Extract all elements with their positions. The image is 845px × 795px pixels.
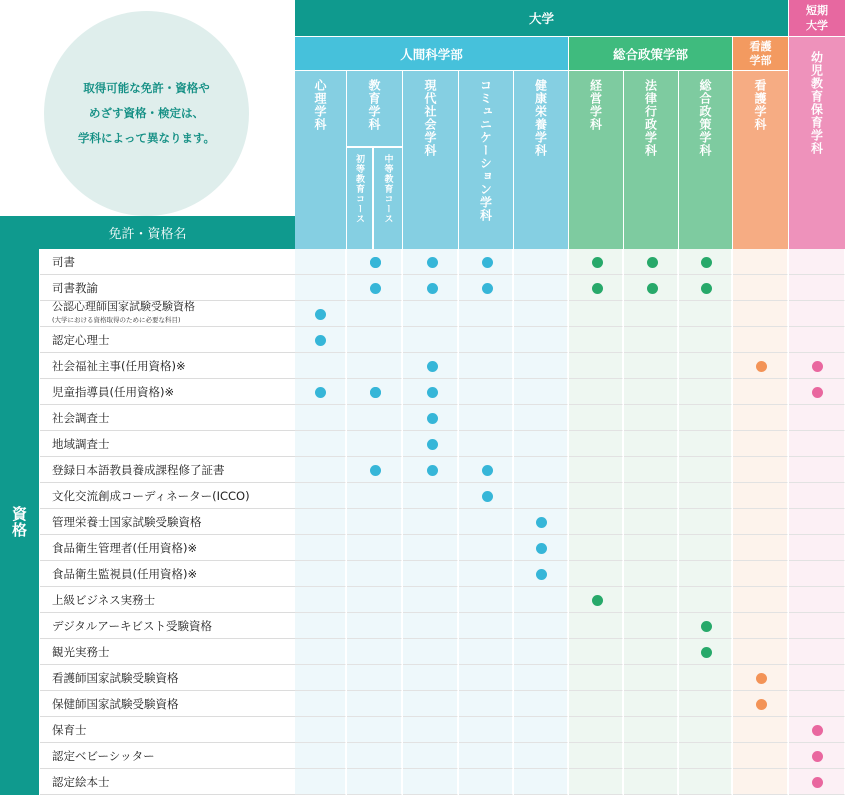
table-cell	[459, 691, 513, 717]
table-cell	[679, 353, 732, 379]
table-cell	[733, 587, 788, 613]
column-label-education: 教育学科	[367, 79, 381, 131]
table-row-label	[40, 483, 295, 509]
license-name: 登録日本語教員養成課程修了証書	[52, 462, 225, 477]
table-cell	[347, 535, 402, 561]
table-cell	[514, 717, 568, 743]
faculty-policy-header	[569, 37, 732, 70]
license-name: 観光実務士	[52, 644, 110, 659]
availability-dot	[536, 569, 547, 580]
table-cell	[679, 483, 732, 509]
table-cell	[679, 405, 732, 431]
availability-dot	[482, 283, 493, 294]
table-row-label	[40, 353, 295, 379]
availability-dot	[812, 361, 823, 372]
availability-dot	[812, 387, 823, 398]
table-cell	[347, 509, 402, 535]
table-cell	[347, 691, 402, 717]
column-header-psychology	[295, 71, 346, 249]
license-name: 公認心理師国家試験受験資格	[52, 300, 195, 313]
table-cell	[679, 457, 732, 483]
table-cell	[347, 405, 402, 431]
availability-dot	[370, 283, 381, 294]
availability-dot	[482, 491, 493, 502]
table-cell	[347, 431, 402, 457]
column-header-management	[569, 71, 623, 249]
intro-line-1: 取得可能な免許・資格や	[83, 81, 210, 95]
table-cell	[789, 249, 845, 275]
availability-dot	[592, 257, 603, 268]
table-cell	[295, 561, 346, 587]
table-cell	[514, 639, 568, 665]
table-cell	[624, 405, 678, 431]
table-cell	[789, 301, 845, 327]
table-cell	[624, 431, 678, 457]
table-cell	[514, 301, 568, 327]
table-cell	[624, 613, 678, 639]
table-row-label	[40, 457, 295, 483]
availability-dot	[647, 283, 658, 294]
faculty-nursing-label: 看護学部	[749, 39, 772, 67]
column-label-health-nutrition: 健康栄養学科	[533, 79, 548, 157]
table-cell	[295, 405, 346, 431]
table-cell	[295, 691, 346, 717]
table-cell	[347, 327, 402, 353]
subcolumn-label-secondary: 中等教育コース	[382, 154, 393, 224]
table-cell	[789, 405, 845, 431]
table-cell	[459, 561, 513, 587]
license-name: 管理栄養士国家試験受験資格	[52, 514, 202, 529]
table-cell	[569, 509, 623, 535]
table-cell	[624, 665, 678, 691]
table-cell	[459, 301, 513, 327]
table-row-label	[40, 379, 295, 405]
table-cell	[514, 327, 568, 353]
table-cell	[569, 717, 623, 743]
table-cell	[569, 743, 623, 769]
intro-circle	[44, 11, 249, 216]
table-row-label	[40, 587, 295, 613]
table-cell	[459, 717, 513, 743]
table-cell	[403, 717, 458, 743]
table-cell	[789, 431, 845, 457]
table-cell	[459, 639, 513, 665]
table-row-label	[40, 561, 295, 587]
table-cell	[733, 379, 788, 405]
availability-dot	[647, 257, 658, 268]
table-cell	[624, 769, 678, 795]
table-cell	[514, 769, 568, 795]
table-cell	[514, 275, 568, 301]
table-cell	[569, 665, 623, 691]
table-cell	[514, 691, 568, 717]
table-cell	[459, 327, 513, 353]
table-cell	[789, 535, 845, 561]
table-cell	[789, 639, 845, 665]
table-cell	[295, 769, 346, 795]
table-cell	[679, 327, 732, 353]
table-cell	[733, 405, 788, 431]
table-cell	[679, 301, 732, 327]
column-header-communication	[459, 71, 513, 249]
license-name: 保健師国家試験受験資格	[52, 696, 179, 711]
table-cell	[624, 327, 678, 353]
table-cell	[459, 379, 513, 405]
table-cell	[624, 535, 678, 561]
table-cell	[514, 431, 568, 457]
intro-text	[78, 76, 215, 151]
license-name: 認定心理士	[52, 332, 110, 347]
table-cell	[569, 639, 623, 665]
license-name: 児童指導員(任用資格)※	[52, 384, 175, 399]
table-cell	[403, 587, 458, 613]
table-cell	[403, 509, 458, 535]
table-cell	[347, 301, 402, 327]
table-cell	[295, 431, 346, 457]
license-name: 保育士	[52, 722, 87, 737]
table-cell	[403, 561, 458, 587]
table-cell	[403, 743, 458, 769]
table-cell	[514, 613, 568, 639]
table-cell	[514, 483, 568, 509]
table-cell	[459, 353, 513, 379]
table-row-label	[40, 691, 295, 717]
column-label-early-childhood: 幼児教育保育学科	[809, 51, 824, 155]
table-cell	[295, 587, 346, 613]
table-row-label	[40, 327, 295, 353]
table-cell	[295, 717, 346, 743]
table-cell	[733, 327, 788, 353]
table-cell	[733, 535, 788, 561]
availability-dot	[427, 439, 438, 450]
table-cell	[624, 301, 678, 327]
column-label-psychology: 心理学科	[313, 79, 327, 131]
table-cell	[789, 327, 845, 353]
faculty-nursing-header	[733, 37, 788, 70]
column-header-health-nutrition	[514, 71, 568, 249]
table-cell	[733, 639, 788, 665]
availability-dot	[812, 777, 823, 788]
availability-dot	[315, 335, 326, 346]
table-cell	[789, 275, 845, 301]
table-cell	[459, 405, 513, 431]
faculty-human-label: 人間科学部	[400, 46, 463, 62]
table-cell	[679, 691, 732, 717]
availability-dot	[756, 699, 767, 710]
university-label: 大学	[528, 11, 554, 26]
table-cell	[569, 353, 623, 379]
university-header	[295, 0, 788, 36]
table-cell	[514, 587, 568, 613]
qualification-side-text: 資格	[10, 506, 28, 538]
availability-dot	[756, 673, 767, 684]
license-note: (大学における資格取得のために必要な科目)	[52, 316, 181, 324]
table-cell	[733, 509, 788, 535]
table-cell	[569, 301, 623, 327]
table-row-label	[40, 431, 295, 457]
table-cell	[459, 613, 513, 639]
table-cell	[403, 483, 458, 509]
table-cell	[569, 691, 623, 717]
subcolumn-header-secondary	[374, 147, 402, 249]
column-label-nursing: 看護学科	[753, 79, 767, 131]
table-cell	[514, 353, 568, 379]
table-cell	[624, 353, 678, 379]
table-cell	[347, 483, 402, 509]
table-cell	[295, 483, 346, 509]
availability-dot	[370, 387, 381, 398]
table-cell	[733, 431, 788, 457]
column-header-modern-society	[403, 71, 458, 249]
table-cell	[624, 457, 678, 483]
table-cell	[679, 587, 732, 613]
column-label-management: 経営学科	[588, 79, 603, 131]
table-cell	[569, 769, 623, 795]
table-cell	[514, 249, 568, 275]
availability-dot	[812, 725, 823, 736]
column-label-communication: コミュニケーション学科	[478, 79, 493, 222]
table-cell	[733, 249, 788, 275]
availability-dot	[701, 283, 712, 294]
table-cell	[789, 587, 845, 613]
junior-college-header	[789, 0, 845, 36]
table-cell	[624, 639, 678, 665]
table-cell	[733, 613, 788, 639]
table-cell	[624, 483, 678, 509]
table-cell	[295, 457, 346, 483]
table-cell	[679, 535, 732, 561]
table-cell	[624, 561, 678, 587]
table-cell	[295, 665, 346, 691]
table-cell	[569, 561, 623, 587]
table-cell	[403, 613, 458, 639]
table-row-label	[40, 717, 295, 743]
column-header-education	[347, 71, 402, 146]
availability-dot	[536, 517, 547, 528]
table-cell	[347, 743, 402, 769]
table-cell	[789, 613, 845, 639]
table-cell	[789, 457, 845, 483]
table-cell	[459, 535, 513, 561]
license-name: デジタルアーキビスト受験資格	[52, 618, 212, 633]
table-cell	[295, 509, 346, 535]
table-cell	[514, 457, 568, 483]
table-row-label	[40, 639, 295, 665]
table-cell	[403, 301, 458, 327]
table-cell	[295, 275, 346, 301]
table-cell	[514, 743, 568, 769]
table-cell	[569, 483, 623, 509]
availability-dot	[812, 751, 823, 762]
table-cell	[569, 379, 623, 405]
intro-line-2: めざす資格・検定は、	[89, 106, 204, 120]
column-label-law-admin: 法律行政学科	[643, 79, 658, 157]
table-cell	[459, 587, 513, 613]
table-cell	[789, 665, 845, 691]
table-cell	[679, 665, 732, 691]
table-cell	[733, 769, 788, 795]
table-cell	[733, 457, 788, 483]
license-name-label: 免許・資格名	[108, 227, 187, 242]
table-cell	[733, 561, 788, 587]
table-cell	[347, 717, 402, 743]
table-row-label	[40, 509, 295, 535]
table-cell	[624, 509, 678, 535]
table-cell	[459, 743, 513, 769]
table-cell	[347, 769, 402, 795]
table-cell	[679, 509, 732, 535]
table-cell	[679, 379, 732, 405]
availability-dot	[427, 283, 438, 294]
availability-dot	[315, 387, 326, 398]
table-cell	[624, 587, 678, 613]
table-cell	[403, 665, 458, 691]
junior-college-label: 短期大学	[806, 4, 828, 32]
availability-dot	[370, 257, 381, 268]
availability-dot	[701, 257, 712, 268]
table-cell	[347, 613, 402, 639]
table-cell	[514, 379, 568, 405]
table-row-label	[40, 275, 295, 301]
table-cell	[403, 535, 458, 561]
table-cell	[569, 405, 623, 431]
table-cell	[295, 249, 346, 275]
column-label-modern-society: 現代社会学科	[423, 79, 437, 157]
availability-dot	[701, 647, 712, 658]
license-name: 文化交流創成コーディネーター(ICCO)	[52, 488, 250, 503]
table-row-label	[40, 249, 295, 275]
table-cell	[624, 691, 678, 717]
table-cell	[624, 743, 678, 769]
table-cell	[733, 717, 788, 743]
table-cell	[789, 483, 845, 509]
table-cell	[295, 535, 346, 561]
table-cell	[679, 743, 732, 769]
table-cell	[347, 665, 402, 691]
availability-dot	[592, 595, 603, 606]
table-row-label	[40, 743, 295, 769]
qualification-side-label	[0, 249, 39, 795]
column-header-nursing	[733, 71, 788, 249]
table-row-label	[40, 405, 295, 431]
table-cell	[679, 717, 732, 743]
availability-dot	[482, 465, 493, 476]
availability-dot	[427, 465, 438, 476]
table-cell	[514, 405, 568, 431]
license-name: 食品衛生監視員(任用資格)※	[52, 566, 198, 581]
license-name: 社会福祉主事(任用資格)※	[52, 358, 186, 373]
availability-dot	[427, 257, 438, 268]
table-cell	[569, 431, 623, 457]
table-cell	[624, 717, 678, 743]
table-cell	[514, 665, 568, 691]
table-cell	[403, 769, 458, 795]
availability-dot	[427, 387, 438, 398]
column-label-policy: 総合政策学科	[698, 79, 712, 157]
availability-dot	[370, 465, 381, 476]
table-cell	[295, 743, 346, 769]
table-cell	[679, 561, 732, 587]
table-cell	[789, 561, 845, 587]
table-cell	[295, 613, 346, 639]
table-cell	[624, 379, 678, 405]
table-row-label	[40, 535, 295, 561]
availability-dot	[592, 283, 603, 294]
availability-dot	[536, 543, 547, 554]
table-row-label	[40, 665, 295, 691]
table-cell	[569, 457, 623, 483]
license-name-header	[0, 216, 295, 249]
table-cell	[347, 353, 402, 379]
table-cell	[347, 587, 402, 613]
license-name: 上級ビジネス実務士	[52, 592, 156, 607]
table-cell	[789, 509, 845, 535]
license-name: 司書教諭	[52, 280, 98, 295]
table-cell	[403, 639, 458, 665]
license-name: 認定絵本士	[52, 774, 110, 789]
table-cell	[459, 509, 513, 535]
license-name: 司書	[52, 254, 75, 269]
table-row-label	[40, 613, 295, 639]
table-cell	[569, 327, 623, 353]
column-header-policy	[679, 71, 732, 249]
availability-dot	[315, 309, 326, 320]
faculty-policy-label: 総合政策学部	[612, 46, 688, 62]
table-cell	[733, 275, 788, 301]
license-name: 地域調査士	[52, 436, 110, 451]
table-cell	[679, 431, 732, 457]
table-cell	[569, 535, 623, 561]
column-header-law-admin	[624, 71, 678, 249]
availability-dot	[427, 361, 438, 372]
table-cell	[295, 639, 346, 665]
table-cell	[403, 327, 458, 353]
table-cell	[459, 769, 513, 795]
table-cell	[679, 769, 732, 795]
license-name: 食品衛生管理者(任用資格)※	[52, 540, 198, 555]
table-row-label	[40, 769, 295, 795]
table-cell	[733, 743, 788, 769]
faculty-human-header	[295, 37, 568, 70]
table-cell	[459, 665, 513, 691]
table-cell	[295, 353, 346, 379]
license-name: 認定ベビーシッター	[52, 748, 155, 763]
table-cell	[459, 431, 513, 457]
availability-dot	[427, 413, 438, 424]
intro-line-3: 学科によって異なります。	[77, 131, 216, 145]
table-cell	[403, 691, 458, 717]
availability-dot	[756, 361, 767, 372]
table-cell	[789, 691, 845, 717]
availability-dot	[701, 621, 712, 632]
table-cell	[569, 613, 623, 639]
table-cell	[733, 483, 788, 509]
license-name: 社会調査士	[52, 410, 110, 425]
column-header-early-childhood	[789, 37, 845, 249]
table-cell	[733, 301, 788, 327]
license-name: 看護師国家試験受験資格	[52, 670, 179, 685]
availability-dot	[482, 257, 493, 268]
table-row-label	[40, 301, 295, 327]
table-cell	[347, 639, 402, 665]
table-cell	[347, 561, 402, 587]
subcolumn-label-elementary: 初等教育コース	[354, 154, 364, 224]
subcolumn-header-elementary	[347, 147, 373, 249]
